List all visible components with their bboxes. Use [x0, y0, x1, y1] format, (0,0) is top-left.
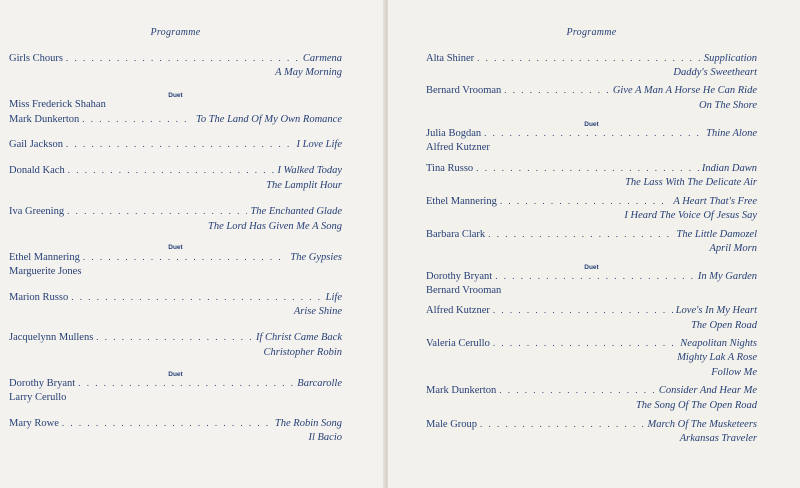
- programme-line: [9, 139, 342, 153]
- song-title: Mighty Lak A Rose: [677, 352, 757, 363]
- song-title: Carmena: [302, 53, 342, 64]
- dot-leader: [82, 114, 193, 124]
- song-title: The Enchanted Glade: [250, 206, 342, 217]
- performer-name: Marion Russo: [9, 292, 69, 303]
- performer-name: Mark Dunkerton: [9, 114, 80, 125]
- song-title: Daddy's Sweetheart: [673, 67, 757, 78]
- performer-name: Alfred Kutzner: [426, 305, 490, 316]
- duet-label: Duet: [584, 264, 599, 271]
- performer-name: Marguerite Jones: [9, 266, 82, 277]
- song-title: The Little Damozel: [676, 229, 757, 240]
- performer-name: Valeria Cerullo: [426, 338, 490, 349]
- programme-line: [426, 305, 757, 319]
- duet-label: Duet: [168, 244, 183, 251]
- programme-line: [9, 378, 342, 392]
- song-title: The Lamplit Hour: [266, 180, 342, 191]
- programme-line: [426, 419, 757, 433]
- dot-leader: [67, 206, 247, 216]
- dot-leader: [488, 229, 673, 239]
- performer-name: Male Group: [426, 419, 478, 430]
- song-title: April Morn: [709, 243, 757, 254]
- dot-leader: [499, 385, 656, 395]
- programme-line: [426, 163, 757, 177]
- programme-line: [426, 271, 757, 285]
- duet-label: Duet: [168, 92, 183, 99]
- song-title: To The Land Of My Own Romance: [195, 114, 342, 125]
- song-title: Give A Man A Horse He Can Ride: [612, 85, 757, 96]
- programme-line: [426, 128, 757, 142]
- performer-name: Miss Frederick Shahan: [9, 99, 106, 110]
- performer-name: Donald Kach: [9, 165, 65, 176]
- programme-line: [9, 165, 342, 179]
- performer-name: Ethel Mannering: [9, 252, 80, 263]
- programme-line: [9, 206, 342, 220]
- programme-line: [426, 53, 757, 67]
- song-title: In My Garden: [697, 271, 757, 282]
- song-title: Arise Shine: [293, 306, 342, 317]
- dot-leader: [68, 165, 275, 175]
- song-title: Neapolitan Nights: [680, 338, 757, 349]
- dot-leader: [493, 305, 673, 315]
- dot-leader: [62, 418, 272, 428]
- programme-line: [9, 332, 342, 346]
- programme-line: [9, 292, 342, 306]
- programme-line: [9, 53, 342, 67]
- song-title: A Heart That's Free: [673, 196, 757, 207]
- song-title: On The Shore: [699, 100, 757, 111]
- song-title: The Open Road: [691, 320, 757, 331]
- song-title: I Heard The Voice Of Jesus Say: [624, 210, 757, 221]
- song-title: The Gypsies: [290, 252, 342, 263]
- dot-leader: [66, 139, 294, 149]
- dot-leader: [495, 271, 695, 281]
- programme-line: [426, 196, 757, 210]
- performer-name: Barbara Clark: [426, 229, 486, 240]
- song-title: March Of The Musketeers: [647, 419, 757, 430]
- song-title: Il Bacio: [308, 432, 342, 443]
- programme-line: [426, 229, 757, 243]
- performer-name: Alfred Kutzner: [426, 142, 490, 153]
- performer-name: Tina Russo: [426, 163, 474, 174]
- performer-name: Ethel Mannering: [426, 196, 497, 207]
- song-title: Follow Me: [711, 367, 757, 378]
- song-title: Love's In My Heart: [675, 305, 757, 316]
- song-title: Supplication: [703, 53, 757, 64]
- song-title: Christopher Robin: [263, 347, 342, 358]
- song-title: The Lord Has Given Me A Song: [208, 221, 342, 232]
- programme-line: [426, 85, 757, 99]
- performer-name: Mary Rowe: [9, 418, 59, 429]
- song-title: Barcarolle: [297, 378, 342, 389]
- performer-name: Iva Greening: [9, 206, 65, 217]
- performer-name: Mark Dunkerton: [426, 385, 497, 396]
- dot-leader: [477, 53, 701, 63]
- right-programme-page: [388, 0, 800, 488]
- dot-leader: [66, 53, 300, 63]
- dot-leader: [493, 338, 677, 348]
- song-title: If Christ Came Back: [255, 332, 342, 343]
- duet-label: Duet: [168, 371, 183, 378]
- song-title: I Walked Today: [277, 165, 342, 176]
- song-title: Life: [325, 292, 342, 303]
- programme-heading: Programme: [566, 27, 617, 38]
- song-title: Arkansas Traveler: [679, 433, 757, 444]
- duet-label: Duet: [584, 121, 599, 128]
- performer-name: Alta Shiner: [426, 53, 475, 64]
- programme-line: [9, 418, 342, 432]
- song-title: Consider And Hear Me: [658, 385, 757, 396]
- dot-leader: [476, 163, 699, 173]
- song-title: A May Morning: [275, 67, 342, 78]
- dot-leader: [71, 292, 322, 302]
- song-title: The Song Of The Open Road: [635, 400, 757, 411]
- song-title: I Love Life: [296, 139, 342, 150]
- dot-leader: [484, 128, 703, 138]
- performer-name: Dorothy Bryant: [9, 378, 76, 389]
- performer-name: Girls Chours: [9, 53, 63, 64]
- dot-leader: [480, 419, 644, 429]
- performer-name: Julia Bogdan: [426, 128, 482, 139]
- programme-line: [9, 114, 342, 128]
- song-title: The Robin Song: [274, 418, 342, 429]
- left-programme-page: [0, 0, 386, 488]
- programme-line: [426, 338, 757, 352]
- song-title: Thine Alone: [706, 128, 757, 139]
- performer-name: Bernard Vrooman: [426, 85, 502, 96]
- performer-name: Jacquelynn Mullens: [9, 332, 94, 343]
- dot-leader: [78, 378, 294, 388]
- programme-heading: Programme: [150, 27, 201, 38]
- dot-leader: [96, 332, 253, 342]
- song-title: The Lass With The Delicate Air: [625, 177, 757, 188]
- dot-leader: [500, 196, 671, 206]
- dot-leader: [504, 85, 610, 95]
- performer-name: Gail Jackson: [9, 139, 63, 150]
- programme-line: [426, 385, 757, 399]
- programme-line: [9, 252, 342, 266]
- dot-leader: [83, 252, 288, 262]
- performer-name: Larry Cerullo: [9, 392, 67, 403]
- performer-name: Dorothy Bryant: [426, 271, 493, 282]
- song-title: Indian Dawn: [701, 163, 757, 174]
- performer-name: Bernard Vrooman: [426, 285, 502, 296]
